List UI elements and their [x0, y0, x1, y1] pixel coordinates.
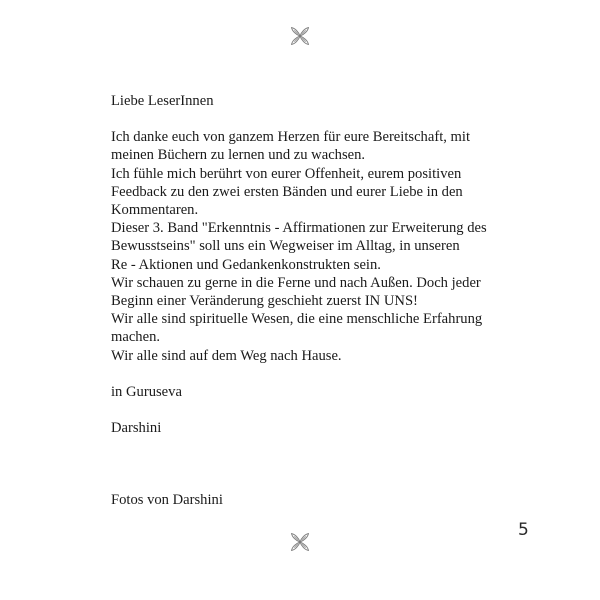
floral-ornament-icon [286, 528, 314, 556]
floral-ornament-icon [286, 22, 314, 50]
greeting: Liebe LeserInnen [111, 93, 214, 109]
body-line: Wir schauen zu gerne in die Ferne und nach Außen. Doch jeder [111, 274, 481, 291]
photo-credit: Fotos von Darshini [111, 492, 223, 509]
body-line: Feedback zu den zwei ersten Bänden und eurer Liebe in den [111, 183, 463, 200]
body-line: machen. [111, 329, 161, 346]
body-line: Wir alle sind auf dem Weg nach Hause. [111, 347, 342, 364]
body-line: Kommentaren. [111, 202, 199, 219]
body-line: meinen Büchern zu lernen und zu wachsen. [111, 147, 366, 164]
body-line: Wir alle sind spirituelle Wesen, die eine menschliche Erfahrung [111, 311, 483, 328]
page-number: 5 [518, 520, 529, 540]
body-line: Beginn einer Veränderung geschieht zuerst IN UNS! [111, 293, 418, 310]
body-line: Bewusstseins" soll uns ein Wegweiser im Alltag, in unseren [111, 238, 460, 255]
letter-text [111, 92, 511, 509]
closing: in Guruseva [111, 383, 182, 400]
body-line: Re - Aktionen und Gedankenkonstrukten sein. [111, 256, 381, 273]
body-line: Ich danke euch von ganzem Herzen für eure Bereitschaft, mit [111, 129, 471, 146]
signature: Darshini [111, 420, 162, 437]
body-line: Ich fühle mich berührt von eurer Offenheit, eurem positiven [111, 165, 462, 182]
body-line: Dieser 3. Band "Erkenntnis - Affirmationen zur Erweiterung des [111, 220, 487, 237]
